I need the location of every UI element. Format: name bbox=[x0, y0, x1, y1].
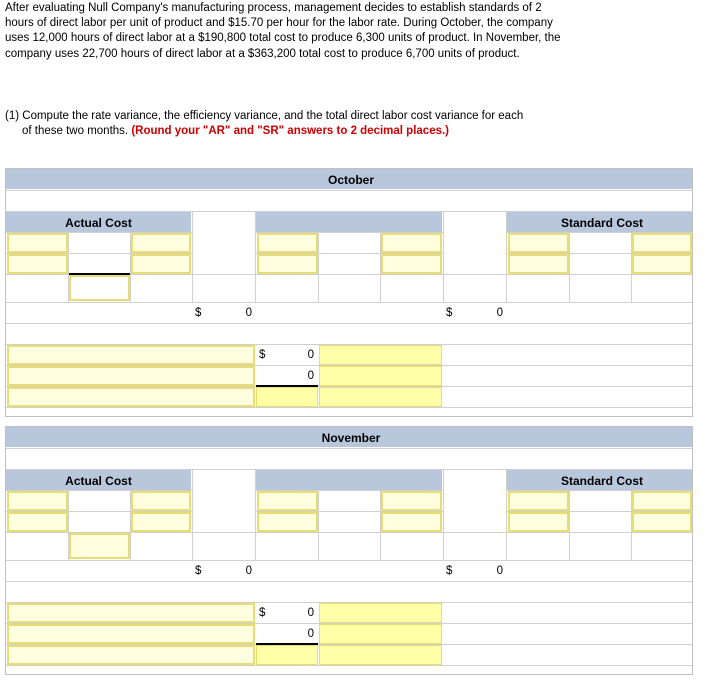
actual-cost-total: 0 bbox=[245, 565, 252, 577]
variance-type-select-1[interactable] bbox=[319, 603, 442, 623]
problem-text: After evaluating Null Company's manufacturing process, management decides to establish standards of 2 hours of direct labor per unit of product and $15.70 per hour for the labor rate. During October, the company uses 12,000 hours of direct labor at a $190,800 total cost to produce 6,300 units of product. In November, the company uses 22,700 hours of direct labor at a $363,200 total cost to produce 6,700 units of product. bbox=[5, 2, 561, 60]
middle-rate-input[interactable] bbox=[381, 254, 442, 274]
question-text-line2: of these two months. bbox=[22, 125, 129, 137]
standard-hours-label-select[interactable] bbox=[508, 233, 569, 253]
standard-rate-input[interactable] bbox=[632, 512, 692, 532]
standard-hours-input[interactable] bbox=[508, 254, 569, 274]
middle-rate-label-select[interactable] bbox=[381, 233, 442, 253]
standard-cost-total: 0 bbox=[496, 565, 503, 577]
actual-hours-input[interactable] bbox=[7, 512, 68, 532]
total-variance-amount bbox=[256, 387, 318, 407]
total-variance-type-select[interactable] bbox=[319, 387, 442, 407]
variance-type-select-2[interactable] bbox=[319, 624, 442, 644]
standard-cost-label: Standard Cost bbox=[560, 474, 643, 488]
actual-rate-input[interactable] bbox=[131, 512, 191, 532]
standard-hours-label-select[interactable] bbox=[508, 491, 569, 511]
variance-amount-2: 0 bbox=[307, 628, 314, 640]
question-text-line1: Compute the rate variance, the efficiency variance, and the total direct labor cost variance for each bbox=[22, 110, 524, 122]
variance-type-select-2[interactable] bbox=[319, 366, 442, 386]
middle-rate-input[interactable] bbox=[381, 512, 442, 532]
variance-dollar-1: $ bbox=[259, 349, 266, 361]
actual-hours-label-select[interactable] bbox=[7, 233, 68, 253]
variance-dollar-1: $ bbox=[259, 607, 266, 619]
month-title: November bbox=[321, 431, 381, 445]
variance-label-select-2[interactable] bbox=[7, 366, 255, 386]
total-variance-label-select[interactable] bbox=[7, 387, 255, 407]
variance-amount-1: 0 bbox=[307, 607, 314, 619]
standard-cost-label: Standard Cost bbox=[560, 216, 643, 230]
actual-cost-total: 0 bbox=[245, 307, 252, 319]
standard-cost-total: 0 bbox=[496, 307, 503, 319]
middle-hours-label-select[interactable] bbox=[257, 233, 318, 253]
actual-cost-label: Actual Cost bbox=[65, 474, 132, 488]
actual-hours-label-select[interactable] bbox=[7, 491, 68, 511]
middle-hours-label-select[interactable] bbox=[257, 491, 318, 511]
actual-cost-label: Actual Cost bbox=[65, 216, 132, 230]
question-block bbox=[5, 109, 585, 139]
middle-hours-input[interactable] bbox=[257, 512, 318, 532]
middle-hours-input[interactable] bbox=[257, 254, 318, 274]
middle-header bbox=[256, 470, 442, 490]
actual-extra-input[interactable] bbox=[69, 533, 130, 559]
month-title: October bbox=[327, 173, 374, 187]
actual-rate-label-select[interactable] bbox=[131, 233, 191, 253]
actual-rate-label-select[interactable] bbox=[131, 491, 191, 511]
middle-rate-label-select[interactable] bbox=[381, 491, 442, 511]
standard-cost-dollar: $ bbox=[446, 307, 453, 319]
october-table bbox=[5, 168, 693, 417]
middle-header bbox=[256, 212, 442, 232]
variance-label-select-1[interactable] bbox=[7, 345, 255, 365]
actual-cost-dollar: $ bbox=[195, 307, 202, 319]
standard-rate-input[interactable] bbox=[632, 254, 692, 274]
november-table bbox=[5, 426, 693, 675]
standard-rate-label-select[interactable] bbox=[632, 491, 692, 511]
total-variance-type-select[interactable] bbox=[319, 645, 442, 665]
standard-cost-dollar: $ bbox=[446, 565, 453, 577]
variance-label-select-2[interactable] bbox=[7, 624, 255, 644]
total-variance-label-select[interactable] bbox=[7, 645, 255, 665]
variance-label-select-1[interactable] bbox=[7, 603, 255, 623]
actual-rate-input[interactable] bbox=[131, 254, 191, 274]
actual-hours-input[interactable] bbox=[7, 254, 68, 274]
total-variance-amount bbox=[256, 645, 318, 665]
standard-hours-input[interactable] bbox=[508, 512, 569, 532]
standard-rate-label-select[interactable] bbox=[632, 233, 692, 253]
variance-type-select-1[interactable] bbox=[319, 345, 442, 365]
actual-cost-dollar: $ bbox=[195, 565, 202, 577]
variance-amount-2: 0 bbox=[307, 370, 314, 382]
variance-amount-1: 0 bbox=[307, 349, 314, 361]
actual-extra-input[interactable] bbox=[69, 275, 130, 301]
rounding-instruction: (Round your "AR" and "SR" answers to 2 decimal places.) bbox=[131, 125, 450, 137]
question-number: (1) bbox=[5, 110, 20, 122]
